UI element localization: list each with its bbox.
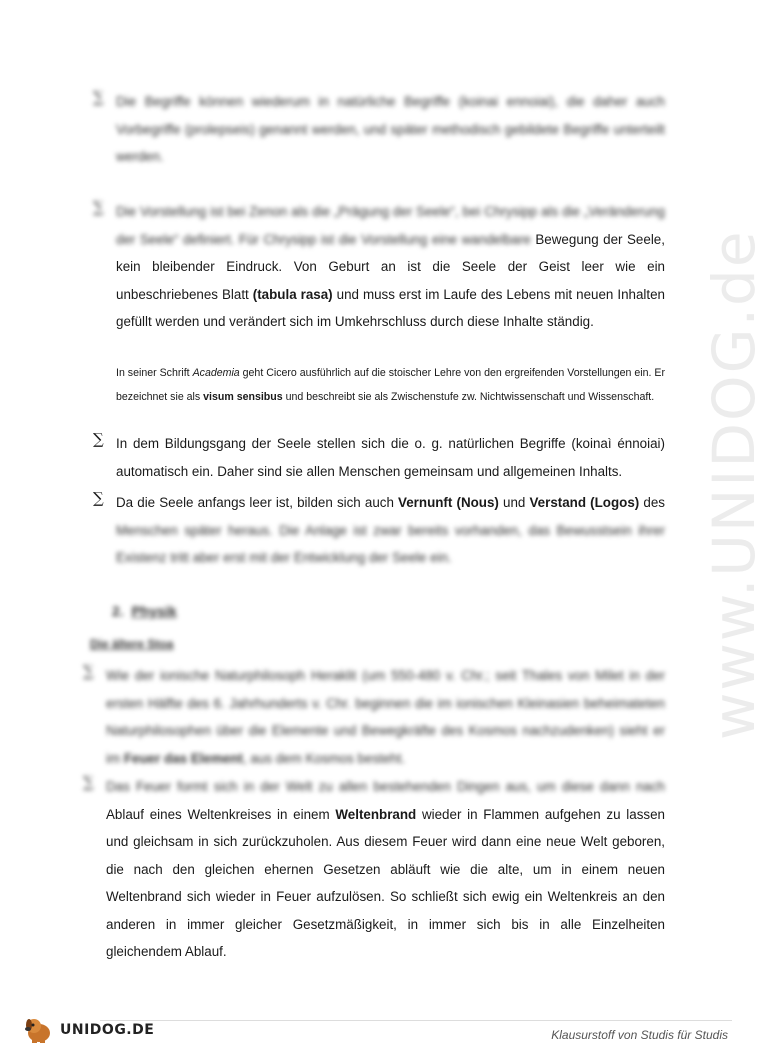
subheading: Die ältere Stoa [90, 637, 174, 651]
sigma-bullet-icon: ∑ [83, 773, 94, 791]
heading-number: 2. [112, 603, 124, 619]
section-heading [112, 603, 177, 619]
watermark-text: www.UNIDOG.de [700, 229, 768, 740]
weltenbrand-term: Weltenbrand [335, 806, 417, 822]
logo-text: UNIDOG.DE [60, 1022, 155, 1038]
paragraph-text-and: und [498, 495, 530, 510]
visum-sensibus-term: visum sensibus [203, 390, 283, 403]
note-text-cont: geht Cicero ausführlich auf die stoischer Lehre von den ergreifenden Vorstellungen ein. Er bezeichnet sie als [116, 367, 665, 403]
footer-slogan: Klausurstoff von Studis für Studis [551, 1028, 728, 1042]
paragraph-text: In dem Bildungsgang der Seele stellen sich die o. g. natürlichen Begriffe (koinaì énnoiai) automatisch ein. Daher sind sie allen Menschen gemeinsam und allgemeinen Inhalts. [116, 436, 665, 479]
paragraph-vorstellung [93, 198, 665, 336]
sigma-bullet-icon: ∑ [93, 489, 104, 507]
paragraph-vernunft [93, 489, 665, 572]
paragraph-begriffe [93, 88, 665, 171]
paragraph-text-end: , aus dem Kosmos besteht. [242, 750, 406, 766]
unidog-logo[interactable] [22, 1015, 154, 1045]
sigma-bullet-icon: ∑ [93, 198, 104, 216]
paragraph-text-cont: wieder in Flammen aufgehen zu lassen und gleichsam in sich zurückzuholen. Aus diesem Feuer wird dann eine neue Welt geboren, die nach den gleichen ehernen Gesetzen abläuft wie die alte, um in einem neuen Weltenbrand sich wieder in Feuer aufzulösen. So schließt sich ewig ein Weltenkreis an den anderen in immer gleicher Gesetzmäßigkeit, in immer sich bis in alle Einzelheiten gleichendem Ablauf. [106, 806, 665, 959]
blurred-continuation: Menschen später heraus. Die Anlage ist zwar bereits vorhanden, das Bewusstsein ihrer Existenz tritt aber erst mit der Entwicklung der Seele ein. [116, 522, 665, 565]
paragraph-text: Wie der ionische Naturphilosoph Heraklit (um 550-480 v. Chr.; seit Thales von Milet in der ersten Hälfte des 6. Jahrhunderts v. Chr. beginnen die im ionischen Kleinasien beheimateten Naturphilosophen über die Elemente und Bewegkräfte des Kosmos nachzudenken) sieht er im [106, 668, 665, 766]
logos-term: Verstand (Logos) [529, 495, 640, 510]
sigma-bullet-icon: ∑ [93, 430, 104, 448]
heading-title: Physik [131, 603, 177, 619]
note-text-end: und beschreibt sie als Zwischenstufe zw. Nichtwissenschaft und Wissenschaft. [282, 390, 655, 403]
blurred-intro: Die Vorstellung ist bei Zenon als die „Prägung der Seele“, bei Chrysipp als die „Veränderung der Seele“ definiert. Für Chrysipp ist die Vorstellung eine wandelbare [116, 204, 665, 247]
feuer-term: Feuer das Element [123, 750, 243, 766]
academia-title: Academia [192, 367, 240, 379]
paragraph-text: Ablauf eines Weltenkreises in einem [106, 806, 336, 822]
paragraph-text: Da die Seele anfangs leer ist, bilden sich auch [116, 495, 399, 510]
sigma-bullet-icon: ∑ [83, 662, 94, 680]
paragraph-text-des: des [639, 495, 665, 510]
paragraph-weltenbrand [83, 773, 665, 966]
paragraph-text-cont: und muss erst im Laufe des Lebens mit neuen Inhalten gefüllt werden und verändert sich im Umkehrschluss durch diese Inhalte ständig. [116, 286, 665, 329]
sigma-bullet-icon: ∑ [93, 88, 104, 106]
blurred-intro: Das Feuer formt sich in der Welt zu allen bestehenden Dingen aus, um diese dann nach [106, 779, 665, 794]
cicero-note [93, 362, 665, 409]
nous-term: Vernunft (Nous) [398, 495, 499, 510]
paragraph-text: Bewegung der Seele, kein bleibender Eindruck. Von Geburt an ist die Seele der Geist leer wie ein unbeschriebenes Blatt [116, 231, 665, 302]
paragraph-heraklit [83, 662, 665, 772]
dog-icon [22, 1015, 56, 1045]
paragraph-text: Die Begriffe können wiederum in natürliche Begriffe (koinai ennoiai), die daher auch Vorbegriffe (prolepseis) genannt werden, und später methodisch gebildete Begriffe unterteilt werden. [116, 94, 665, 164]
paragraph-bildungsgang [93, 430, 665, 485]
note-text: In seiner Schrift [116, 367, 193, 379]
footer-divider [100, 1020, 732, 1021]
tabula-rasa-term: (tabula rasa) [252, 286, 333, 302]
